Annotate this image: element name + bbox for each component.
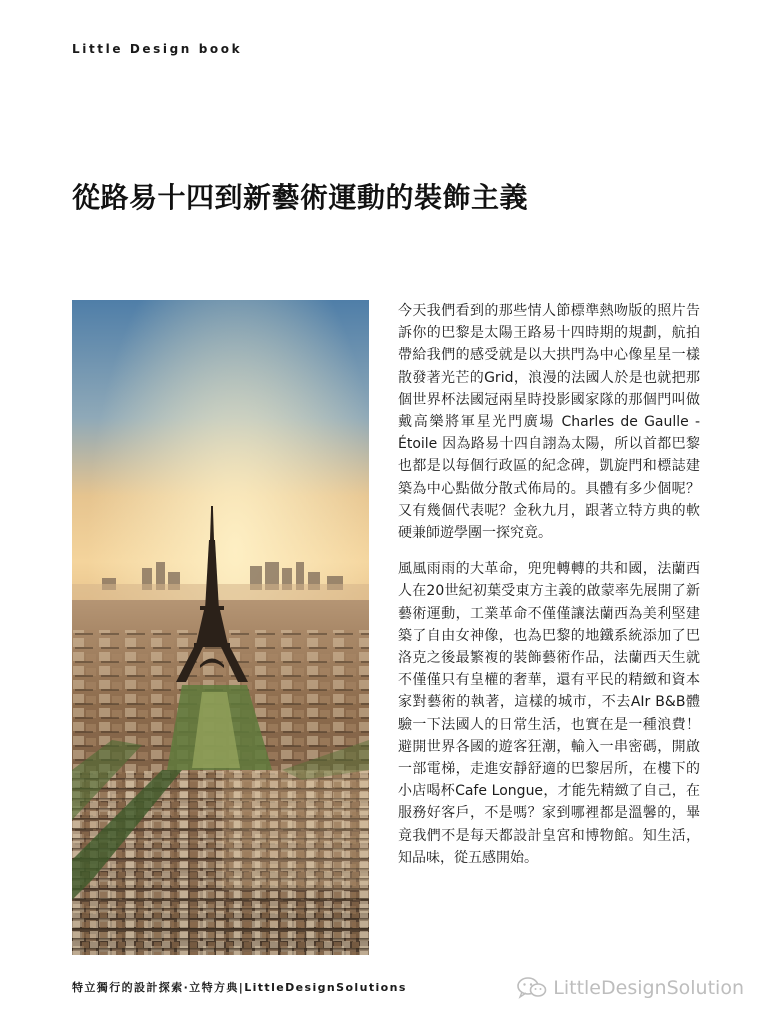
wechat-icon <box>517 976 547 1000</box>
paris-eiffel-tower-photo <box>72 300 369 955</box>
paragraph: 今天我們看到的那些情人節標準熱吻版的照片告訴你的巴黎是太陽王路易十四時期的規劃，航拍帶給我們的感受就是以大拱門為中心像星星一樣散發著光芒的Grid，浪漫的法國人於是也就把那個世界杯法國冠兩星時投影國家隊的那個門叫做戴高樂將軍星光門廣場 Charles de Gaulle - Étoile 因為路易十四自詡為太陽，所以首都巴黎也都是以每個行政區的紀念碑，凱旋門和標誌建築為中心點做分散式佈局的。具體有多少個呢？又有幾個代表呢？金秋九月，跟著立特方典的軟硬兼師遊學團一探究竟。 <box>398 303 700 542</box>
article-title: 從路易十四到新藝術運動的裝飾主義 <box>72 181 529 214</box>
article-body <box>398 300 700 883</box>
paragraph: 風風雨雨的大革命，兜兜轉轉的共和國，法蘭西人在20世紀初葉受東方主義的啟蒙率先展開了新藝術運動，工業革命不僅僅讓法蘭西為美利堅建築了自由女神像，也為巴黎的地鐵系統添加了巴洛克之後最繁複的裝飾藝術作品，法蘭西天生就不僅僅只有皇權的奢華，還有平民的精緻和資本家對藝術的執著，這樣的城市，不去AIr B&B體驗一下法國人的日常生活，也實在是一種浪費！避開世界各國的遊客狂潮，輸入一串密碼，開啟一部電梯，走進安靜舒適的巴黎居所，在樓下的小店喝杯Cafe Longue，才能先精緻了自己，在服務好客戶，不是嗎？家到哪裡都是溫馨的，畢竟我們不是每天都設計皇宮和博物館。知生活，知品味，從五感開始。 <box>398 561 700 866</box>
brand-header: Little Design book <box>72 42 243 56</box>
watermark <box>517 976 744 1000</box>
footer-tagline: 特立獨行的設計探索·立特方典|LittleDesignSolutions <box>72 981 407 994</box>
watermark-text: LittleDesignSolution <box>553 977 744 999</box>
